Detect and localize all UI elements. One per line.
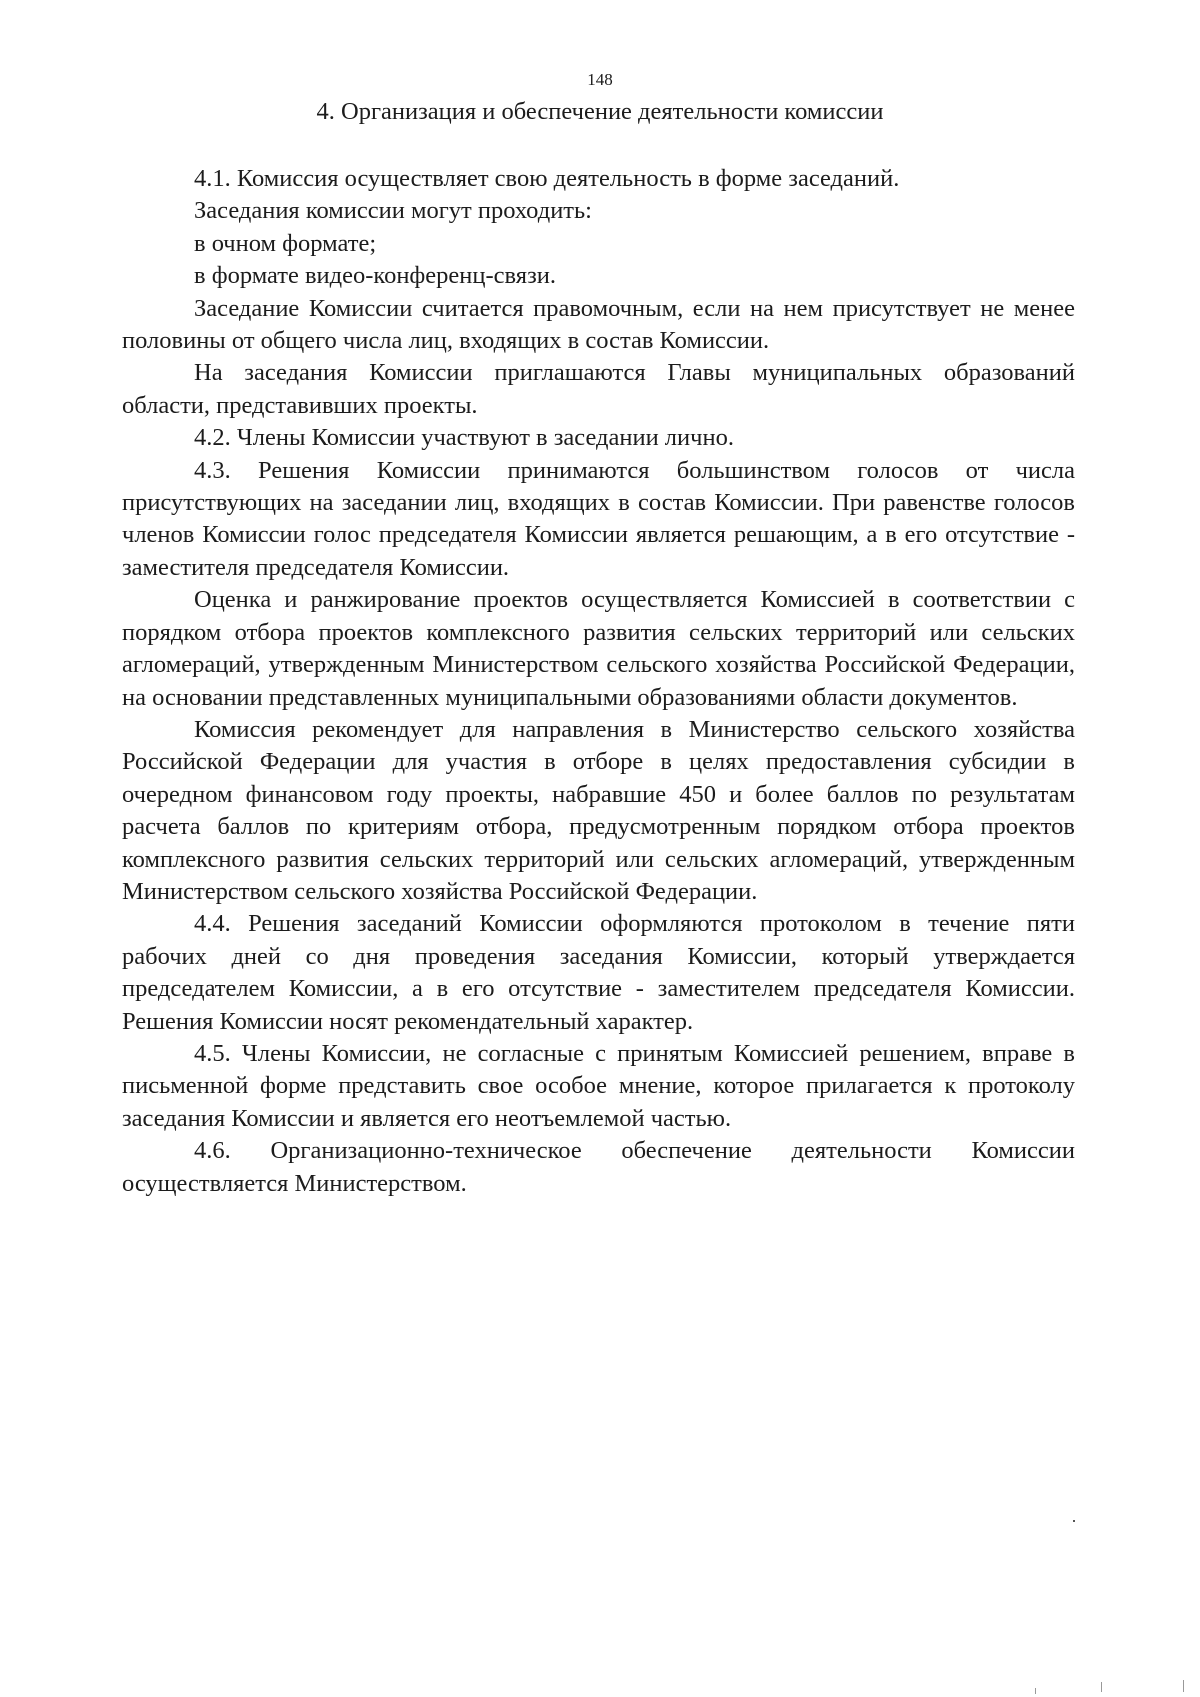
paragraph-evaluation: Оценка и ранжирование проектов осуществляется Комиссией в соответствии с порядком отбора проектов комплексного развития сельских территорий или сельских агломераций, утвержденным Министерством сельского хозяйства Российской Федерации, на основании представленных муниципальными образованиями области документов.: [122, 586, 1075, 711]
scan-speck: [1035, 1688, 1036, 1694]
paragraph-4-1: 4.1. Комиссия осуществляет свою деятельность в форме заседаний.: [194, 165, 900, 192]
paragraph-4-2: 4.2. Члены Комиссии участвуют в заседании лично.: [194, 424, 734, 452]
page-number: 148: [587, 70, 613, 89]
paragraph-4-6: 4.6. Организационно-техническое обеспечение деятельности Комиссии осуществляется Министерством.: [122, 1137, 1075, 1197]
paragraph-meeting-formats: Заседания комиссии могут проходить:: [194, 197, 592, 225]
scan-speck: [1101, 1682, 1102, 1692]
body-text: [122, 163, 1075, 1200]
paragraph-in-person: в очном формате;: [194, 229, 377, 257]
paragraph-video-conference: в формате видео-конференц-связи.: [194, 262, 556, 290]
scan-speck: [1183, 1680, 1184, 1692]
scan-speck: [1073, 1520, 1075, 1522]
paragraph-invitations: На заседания Комиссии приглашаются Главы муниципальных образований области, представивших проекты.: [122, 359, 1075, 419]
paragraph-quorum: Заседание Комиссии считается правомочным, если на нем присутствует не менее половины от общего числа лиц, входящих в состав Комиссии.: [122, 294, 1075, 355]
paragraph-4-4: 4.4. Решения заседаний Комиссии оформляются протоколом в течение пяти рабочих дней со дня проведения заседания Комиссии, который утверждается председателем Комиссии, а в его отсутствие - заместителем председателя Комиссии. Решения Комиссии носят рекомендательный характер.: [122, 910, 1075, 1035]
section-heading: 4. Организация и обеспечение деятельности комиссии: [316, 98, 884, 125]
paragraph-4-3: 4.3. Решения Комиссии принимаются большинством голосов от числа присутствующих на заседании лиц, входящих в состав Комиссии. При равенстве голосов членов Комиссии голос председателя Комиссии является решающим, а в его отсутствие - заместителя председателя Комиссии.: [122, 456, 1075, 581]
paragraph-4-5: 4.5. Члены Комиссии, не согласные с принятым Комиссией решением, вправе в письменной форме представить свое особое мнение, которое прилагается к протоколу заседания Комиссии и является его неотъемлемой частью.: [122, 1039, 1075, 1132]
paragraph-recommendation: Комиссия рекомендует для направления в Министерство сельского хозяйства Российской Федерации для участия в отборе в целях предоставления субсидии в очередном финансовом году проекты, набравшие 450 и более баллов по результатам расчета баллов по критериям отбора, предусмотренным порядком отбора проектов комплексного развития сельских территорий или сельских агломераций, утвержденным Министерством сельского хозяйства Российской Федерации.: [122, 715, 1075, 905]
